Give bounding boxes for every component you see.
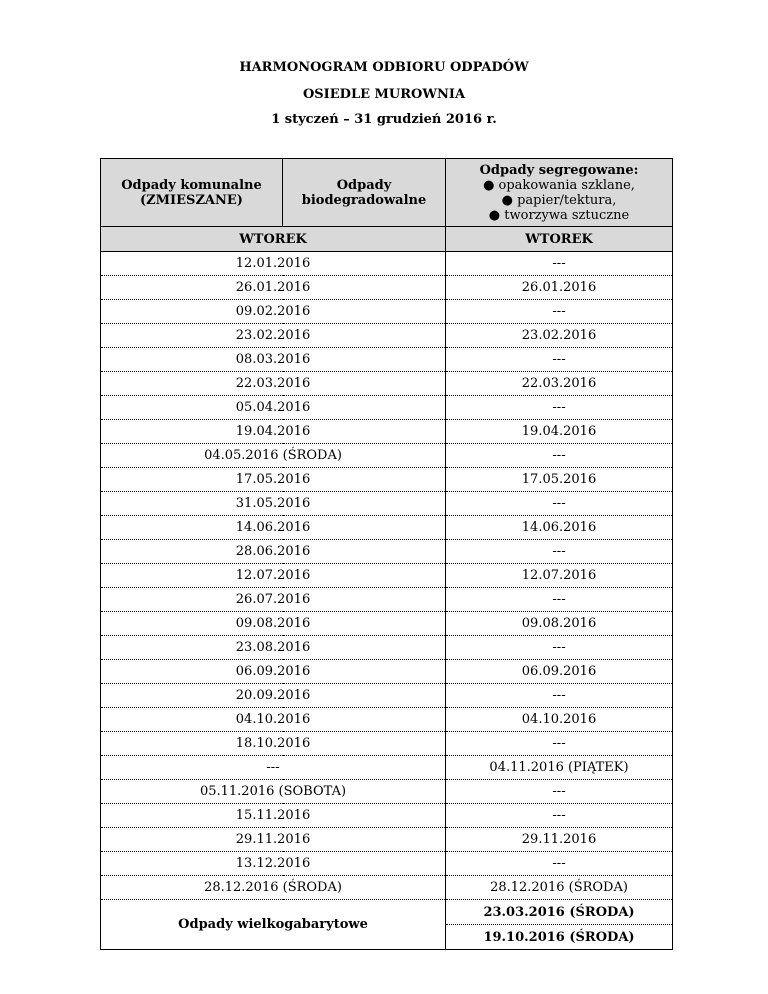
schedule-row <box>101 396 673 420</box>
schedule-row <box>101 300 673 324</box>
schedule-row <box>101 324 673 348</box>
schedule-row <box>101 852 673 876</box>
schedule-row <box>101 516 673 540</box>
segregated-date: --- <box>446 636 673 660</box>
bulky-waste-date: 19.10.2016 (ŚRODA) <box>446 925 673 950</box>
schedule-row <box>101 828 673 852</box>
mixed-bio-date: 31.05.2016 <box>101 492 446 516</box>
segregated-date: --- <box>446 684 673 708</box>
schedule-row <box>101 876 673 900</box>
schedule-row <box>101 444 673 468</box>
schedule-row <box>101 252 673 276</box>
segregated-date: 17.05.2016 <box>446 468 673 492</box>
mixed-bio-date: 15.11.2016 <box>101 804 446 828</box>
mixed-bio-date: 04.05.2016 (ŚRODA) <box>101 444 446 468</box>
schedule-row <box>101 804 673 828</box>
segregated-date: 04.11.2016 (PIĄTEK) <box>446 756 673 780</box>
mixed-bio-date: 28.06.2016 <box>101 540 446 564</box>
schedule-row <box>101 492 673 516</box>
mixed-bio-date: 08.03.2016 <box>101 348 446 372</box>
segregated-date: 06.09.2016 <box>446 660 673 684</box>
mixed-bio-date: 20.09.2016 <box>101 684 446 708</box>
segregated-date: --- <box>446 252 673 276</box>
segregated-date: --- <box>446 348 673 372</box>
schedule-row <box>101 588 673 612</box>
mixed-bio-date: 23.02.2016 <box>101 324 446 348</box>
mixed-bio-date: 28.12.2016 (ŚRODA) <box>101 876 446 900</box>
mixed-bio-date: 14.06.2016 <box>101 516 446 540</box>
mixed-bio-date: 09.02.2016 <box>101 300 446 324</box>
mixed-bio-date: 05.04.2016 <box>101 396 446 420</box>
segregated-date: 22.03.2016 <box>446 372 673 396</box>
header-segregated-title: Odpady segregowane: <box>479 162 639 178</box>
mixed-bio-date: --- <box>101 756 446 780</box>
header-bio-line2: biodegradowalne <box>301 192 427 208</box>
segregated-date: --- <box>446 732 673 756</box>
segregated-date: --- <box>446 852 673 876</box>
mixed-bio-date: 06.09.2016 <box>101 660 446 684</box>
segregated-date: 19.04.2016 <box>446 420 673 444</box>
bulky-waste-label: Odpady wielkogabarytowe <box>101 900 446 950</box>
schedule-row <box>101 756 673 780</box>
header-mixed-line2: (ZMIESZANE) <box>140 192 243 208</box>
header-row <box>101 159 673 227</box>
mixed-bio-date: 09.08.2016 <box>101 612 446 636</box>
weekday-row <box>101 227 673 252</box>
schedule-row <box>101 780 673 804</box>
segregated-date: 09.08.2016 <box>446 612 673 636</box>
mixed-bio-date: 13.12.2016 <box>101 852 446 876</box>
mixed-bio-date: 17.05.2016 <box>101 468 446 492</box>
mixed-bio-date: 12.01.2016 <box>101 252 446 276</box>
schedule-table <box>100 158 673 950</box>
mixed-bio-date: 12.07.2016 <box>101 564 446 588</box>
segregated-date: --- <box>446 780 673 804</box>
segregated-date: --- <box>446 588 673 612</box>
mixed-bio-date: 29.11.2016 <box>101 828 446 852</box>
header-biodegradable <box>283 159 446 227</box>
segregated-date: 04.10.2016 <box>446 708 673 732</box>
document-subtitle: OSIEDLE MUROWNIA <box>302 87 466 102</box>
schedule-row <box>101 564 673 588</box>
header-mixed-line1: Odpady komunalne <box>121 177 262 193</box>
mixed-bio-date: 26.07.2016 <box>101 588 446 612</box>
header-mixed-waste <box>101 159 283 227</box>
segregated-date: 26.01.2016 <box>446 276 673 300</box>
mixed-bio-date: 18.10.2016 <box>101 732 446 756</box>
segregated-date: --- <box>446 804 673 828</box>
segregated-date: --- <box>446 540 673 564</box>
mixed-bio-date: 22.03.2016 <box>101 372 446 396</box>
segregated-date: --- <box>446 492 673 516</box>
schedule-row <box>101 348 673 372</box>
mixed-bio-date: 19.04.2016 <box>101 420 446 444</box>
schedule-row <box>101 612 673 636</box>
schedule-row <box>101 540 673 564</box>
schedule-row <box>101 660 673 684</box>
schedule-row <box>101 732 673 756</box>
bulky-waste-row <box>101 900 673 925</box>
schedule-row <box>101 420 673 444</box>
segregated-date: --- <box>446 396 673 420</box>
header-segregated-item: ● tworzywa sztuczne <box>488 207 630 223</box>
bulky-waste-date: 23.03.2016 (ŚRODA) <box>446 900 673 925</box>
schedule-row <box>101 708 673 732</box>
segregated-date: 29.11.2016 <box>446 828 673 852</box>
document-title: HARMONOGRAM ODBIORU ODPADÓW <box>239 60 529 75</box>
schedule-row <box>101 276 673 300</box>
schedule-row <box>101 636 673 660</box>
mixed-bio-date: 23.08.2016 <box>101 636 446 660</box>
segregated-date: --- <box>446 444 673 468</box>
weekday-right: WTOREK <box>446 227 673 252</box>
document-period: 1 styczeń – 31 grudzień 2016 r. <box>271 112 497 127</box>
segregated-date: 14.06.2016 <box>446 516 673 540</box>
weekday-left: WTOREK <box>101 227 446 252</box>
segregated-date: 28.12.2016 (ŚRODA) <box>446 876 673 900</box>
segregated-date: 12.07.2016 <box>446 564 673 588</box>
mixed-bio-date: 26.01.2016 <box>101 276 446 300</box>
header-bio-line1: Odpady <box>336 177 392 193</box>
segregated-date: 23.02.2016 <box>446 324 673 348</box>
segregated-date: --- <box>446 300 673 324</box>
schedule-row <box>101 468 673 492</box>
header-segregated <box>446 159 673 227</box>
mixed-bio-date: 04.10.2016 <box>101 708 446 732</box>
schedule-row <box>101 372 673 396</box>
schedule-row <box>101 684 673 708</box>
mixed-bio-date: 05.11.2016 (SOBOTA) <box>101 780 446 804</box>
header-segregated-item: ● opakowania szklane, <box>483 177 635 193</box>
header-segregated-item: ● papier/tektura, <box>501 192 617 208</box>
